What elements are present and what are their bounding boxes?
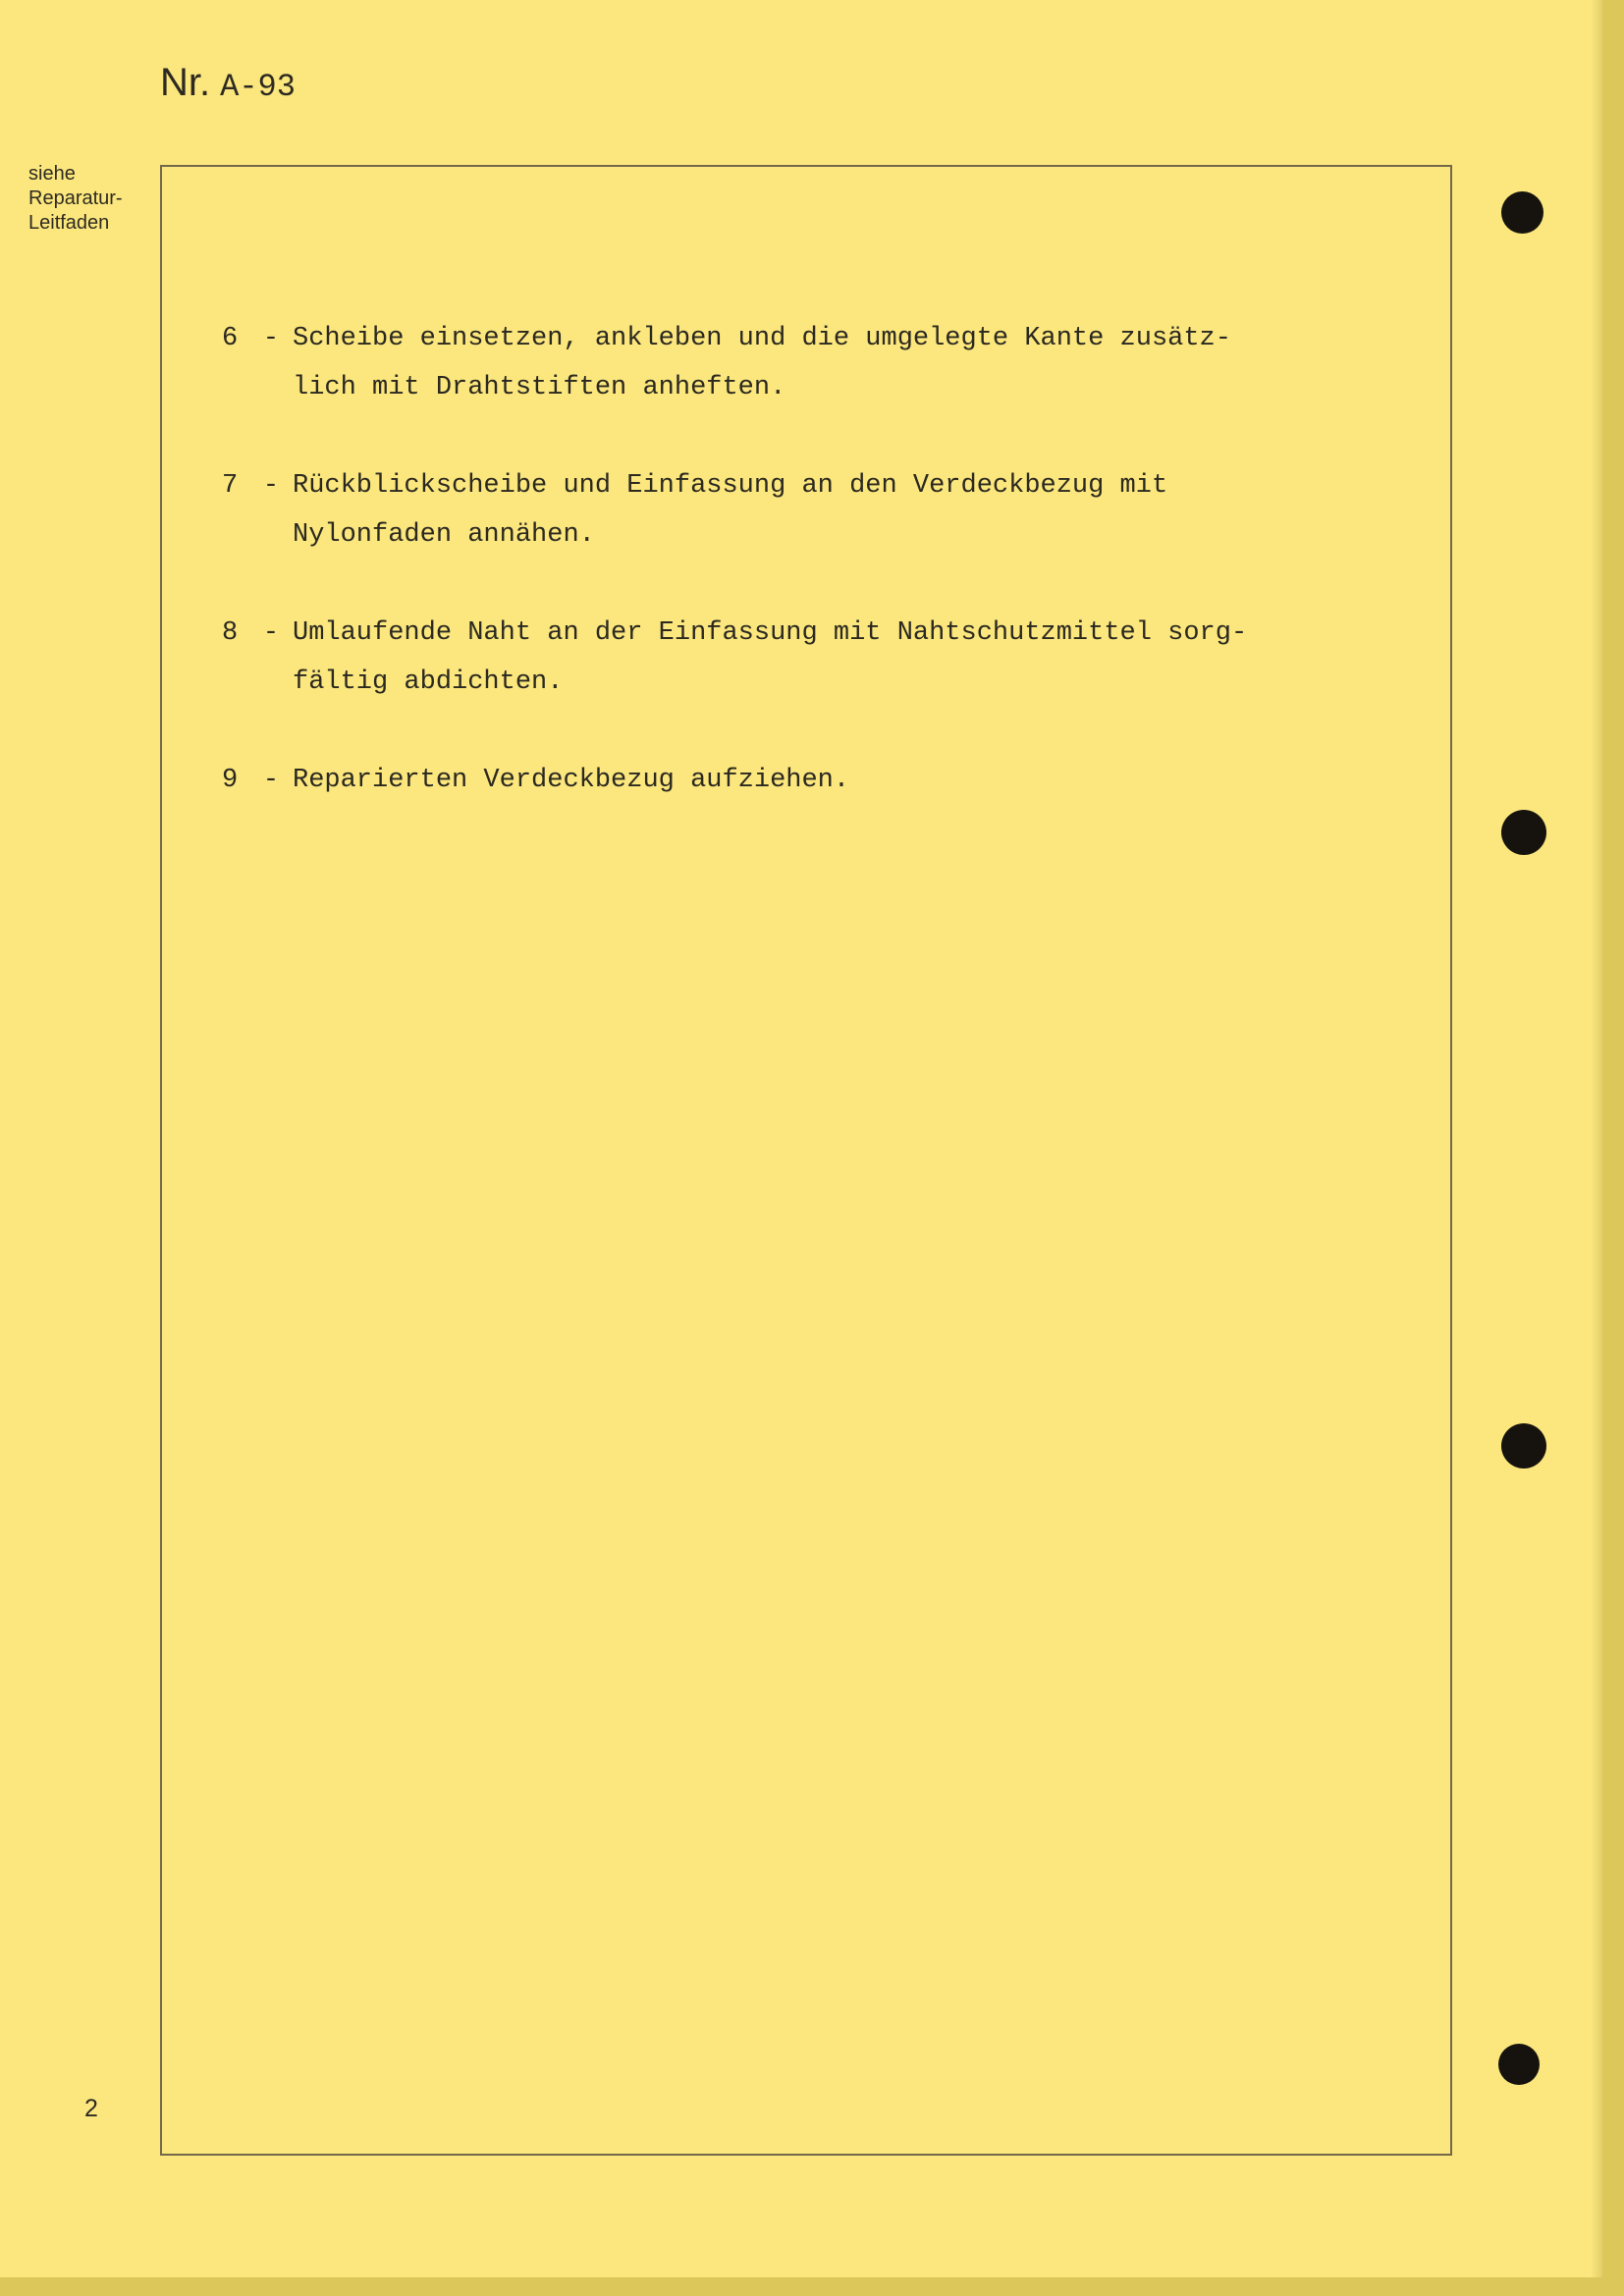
page-number: 2 bbox=[84, 2095, 98, 2122]
side-note bbox=[28, 162, 156, 236]
instruction-step bbox=[222, 756, 1400, 805]
step-number: 6 bbox=[222, 324, 239, 353]
instruction-step bbox=[222, 609, 1400, 707]
document-header bbox=[160, 61, 296, 105]
instruction-steps bbox=[222, 314, 1400, 854]
step-text: Umlaufende Naht an der Einfassung mit Nahtschutzmittel sorg- fältig abdichten. bbox=[293, 618, 1248, 697]
punch-hole bbox=[1498, 2044, 1540, 2085]
step-number: 7 bbox=[222, 471, 239, 501]
step-number: 9 bbox=[222, 766, 239, 795]
step-dash: - bbox=[262, 618, 280, 648]
document-number: A-93 bbox=[220, 69, 296, 105]
step-dash: - bbox=[262, 471, 280, 501]
step-dash: - bbox=[262, 766, 280, 795]
instruction-step bbox=[222, 314, 1400, 412]
step-text: Scheibe einsetzen, ankleben und die umgelegte Kante zusätz- lich mit Drahtstiften anheften. bbox=[293, 324, 1231, 402]
step-number: 8 bbox=[222, 618, 239, 648]
step-text: Reparierten Verdeckbezug aufziehen. bbox=[293, 766, 850, 795]
page-edge-shadow bbox=[1591, 0, 1602, 2277]
punch-hole bbox=[1501, 810, 1546, 855]
step-text: Rückblickscheibe und Einfassung an den Verdeckbezug mit Nylonfaden annähen. bbox=[293, 471, 1168, 550]
step-dash: - bbox=[262, 324, 280, 353]
instruction-step bbox=[222, 461, 1400, 560]
side-note-line: siehe bbox=[28, 163, 76, 185]
side-note-line: Leitfaden bbox=[28, 212, 110, 234]
number-label: Nr. bbox=[160, 61, 211, 104]
side-note-line: Reparatur- bbox=[28, 187, 123, 209]
punch-hole bbox=[1501, 1423, 1546, 1468]
punch-hole bbox=[1501, 191, 1543, 234]
